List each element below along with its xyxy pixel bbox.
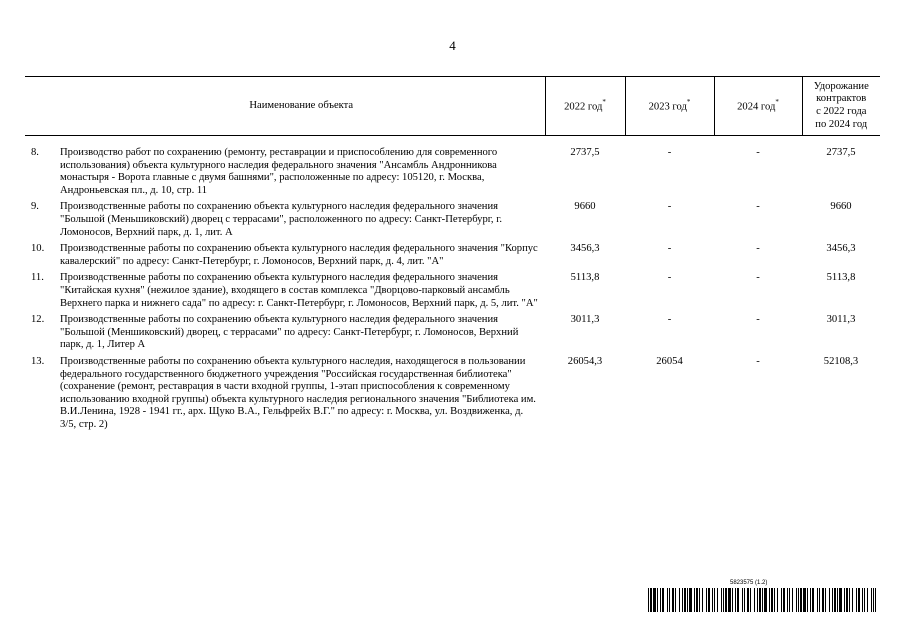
row-number: 10. (31, 243, 45, 255)
table-row (25, 356, 880, 436)
value-2024: - (756, 147, 760, 158)
object-name: Производственные работы по сохранению объекта культурного наследия федерального значения "Корпус кавалерский" по адресу: Санкт-Петербург, г. Ломоносов, Верхний парк, д. 4, лит. "А" (60, 243, 538, 267)
page-number: 4 (449, 38, 456, 53)
row-number: 13. (31, 355, 45, 367)
value-increase: 3011,3 (826, 314, 856, 326)
row-number: 9. (31, 201, 39, 213)
object-name: Производственные работы по сохранению объекта культурного наследия федерального значения "Большой (Меньшиковский) дворец с террасами", расположенного по адресу: Санкт-Петербург, г. Ломоносов, Верхний парк, д. 1, лит. А (60, 201, 503, 238)
value-2024: - (756, 243, 760, 255)
value-increase: 3456,3 (826, 243, 856, 255)
barcode-image (648, 588, 876, 612)
value-2024: - (756, 272, 760, 284)
objects-table (25, 76, 880, 435)
object-name: Производственные работы по сохранению объекта культурного наследия федерального значения "Большой (Меншиковский) дворец, с террасами" по адресу: Санкт-Петербург, г. Ломоносов, Верхний парк, д. 1, Литер А (60, 314, 519, 351)
value-2023: - (667, 147, 672, 158)
value-2024: - (756, 355, 760, 367)
object-name: Производственные работы по сохранению объекта культурного наследия, находящегося в пользовании федерального государственного бюджетного учреждения "Российская государственная библиотека" (сохранение (ремонт, реставрация в части входной группы, 1-этап приспособления к современному использованию входной группы) объекта культурного наследия регионального значения "Библиотека им. В.И.Ленина, 1928 - 1941 гг., арх. Щуко В.А., Гельфрейх В.Г." по адресу: г. Москва, ул. Воздвиженка, д. 3/5, стр. 2) (60, 355, 536, 430)
value-2022: 2737,5 (570, 147, 600, 158)
table-row (25, 314, 880, 356)
value-2022: 9660 (574, 201, 596, 213)
header-increase: Удорожание контрактов с 2022 года по 2024 год (802, 77, 880, 136)
table-row (25, 243, 880, 272)
row-number: 8. (31, 147, 39, 158)
value-2023: 26054 (656, 355, 683, 367)
table-row (25, 272, 880, 314)
row-number: 11. (31, 272, 44, 284)
value-2023: - (667, 243, 672, 255)
value-2023: - (667, 314, 672, 326)
value-2023: - (667, 201, 672, 213)
value-2024: - (756, 314, 760, 326)
value-2022: 3011,3 (570, 314, 600, 326)
object-name: Производственные работы по сохранению объекта культурного наследия федерального значения "Китайская кухня" (нежилое здание), входящего в состав комплекса "Дворцово-парковый ансамбль Верхнего парка и нижнего сада" по адресу: г. Санкт-Петербург, г. Ломоносов, Верхний парк, д. 5, лит. "А" (60, 272, 538, 309)
value-2022: 3456,3 (570, 243, 600, 255)
header-number (25, 77, 58, 136)
value-2022: 26054,3 (567, 355, 603, 367)
table-row (25, 147, 880, 201)
value-2023: - (667, 272, 672, 284)
barcode-number: 5823575 (1.2) (730, 580, 768, 586)
value-increase: 52108,3 (823, 355, 859, 367)
table-row (25, 201, 880, 243)
object-name: Производство работ по сохранению (ремонту, реставрации и приспособлению для современного использования) объекта культурного наследия федерального значения "Ансамбль Андронникова монастыря - Ворота главные с двумя башнями", расположенные по адресу: 105120, г. Москва, Андроньевская пл., д. 10, стр. 11 (60, 147, 498, 196)
value-increase: 5113,8 (826, 272, 856, 284)
header-2024: 2024 год* (714, 77, 802, 136)
row-number: 12. (31, 314, 45, 326)
header-2023: 2023 год* (625, 77, 714, 136)
value-increase: 9660 (830, 201, 852, 213)
value-2024: - (756, 201, 760, 213)
header-2022: 2022 год* (545, 77, 625, 136)
value-2022: 5113,8 (570, 272, 600, 284)
header-name: Наименование объекта (58, 77, 545, 136)
table-header-row (25, 77, 880, 136)
value-increase: 2737,5 (826, 147, 856, 158)
